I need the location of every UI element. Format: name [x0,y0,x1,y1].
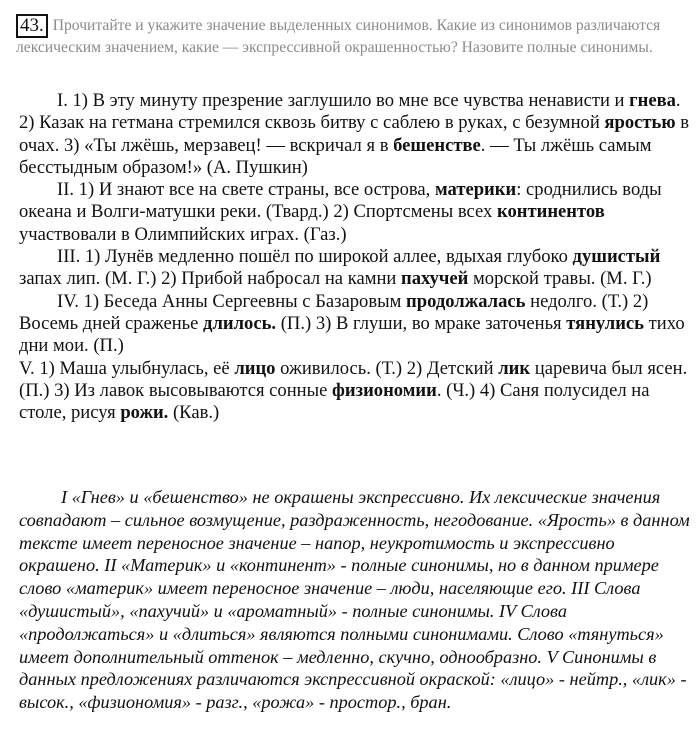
highlighted-synonym: гнева [629,90,676,111]
text: царевича был ясен. (П.) 3) Из лавок высовываются сонные [19,357,688,401]
text: недолго. (Т.) 2) Восемь дней сраженье [19,290,649,334]
text: : сроднились воды океана и Волги-матушки реки. (Твард.) 2) Спортсмены всех [19,179,662,223]
text: тихо дни мои. (П.) [19,312,685,357]
text: запах лип. (М. Г.) 2) Прибой набросал на камни [19,268,402,290]
highlighted-synonym: продолжалась [406,290,526,312]
answer-text [19,486,695,714]
highlighted-synonym: материки [434,179,517,201]
exercise-part-5 [19,358,695,425]
highlighted-synonym: лик [498,357,531,379]
highlighted-synonym: тянулись [566,312,644,334]
text: в очах. 3) «Ты лжёшь, мерзавец! — вскричал я в [19,112,689,156]
highlighted-synonym: бешенстве [393,134,481,156]
text: . — Ты лжёшь самым бесстыдным образом!» (А. Пушкин) [19,134,652,178]
text: (Кав.) [168,402,220,424]
task-statement [16,14,692,58]
text: II. 1) И знают все на свете страны, все острова, [57,179,435,201]
exercise-part-3 [19,246,695,291]
task-text: Прочитайте и укажите значение выделенных синонимов. Какие из синонимов различаются лексическим значением, какие — экспрессивной окрашенностью? Назовите полные синонимы. [16,17,661,56]
highlighted-synonym: континентов [497,201,605,223]
exercise-part-1 [19,90,695,179]
text: (П.) 3) В глуши, во мраке заточенья [276,312,567,334]
text: оживилось. (Т.) 2) Детский [275,357,499,379]
text: I. 1) В эту минуту презрение заглушило во мне все чувства ненависти и [57,90,630,111]
text: . 2) Казак на гетмана стремился сквозь битву с саблею в руках, с безумной [19,90,681,134]
text: участвовали в Олимпийских играх. (Газ.) [19,223,347,245]
text: V. 1) Маша улыбнулась, её [19,357,235,379]
highlighted-synonym: душистый [572,246,661,268]
answer-paragraph: I «Гнев» и «бешенство» не окрашены экспрессивно. Их лексические значения совпадают – сильное возмущение, раздраженность, негодование. «Ярость» в данном тексте имеет переносное значение – напор, неукротимость и экспрессивно окрашено. II «Материк» и «континент» - полные синонимы, но в данном примере слово «материк» имеет переносное значение – люди, населяющие его. III Слова «душистый», «пахучий» и «ароматный» - полные синонимы. IV Слова «продолжаться» и «длиться» являются полными синонимами. Слово «тянуться» имеет дополнительный оттенок – медленно, скучно, однообразно. V Синонимы в данных предложениях различаются экспрессивной окраской: «лицо» - нейтр., «лик» - высок., «физиономия» - разг., «рожа» - простор., бран. [19,487,690,713]
highlighted-synonym: длилось. [203,312,277,334]
task-number-box: 43. [16,14,48,38]
text: III. 1) Лунёв медленно пошёл по широкой аллее, вдыхая глубоко [57,246,573,268]
highlighted-synonym: лицо [234,357,276,379]
exercise-part-4 [19,291,695,358]
text: морской травы. (М. Г.) [468,268,652,290]
exercise-text [19,90,695,424]
text: IV. 1) Беседа Анны Сергеевны с Базаровым [57,290,407,312]
highlighted-synonym: рожи. [120,402,169,424]
highlighted-synonym: пахучей [401,268,469,290]
highlighted-synonym: физиономии [332,379,437,401]
highlighted-synonym: яростью [604,112,676,134]
exercise-part-2 [19,179,695,246]
text: . (Ч.) 4) Саня полусидел на столе, рисуя [19,379,650,424]
